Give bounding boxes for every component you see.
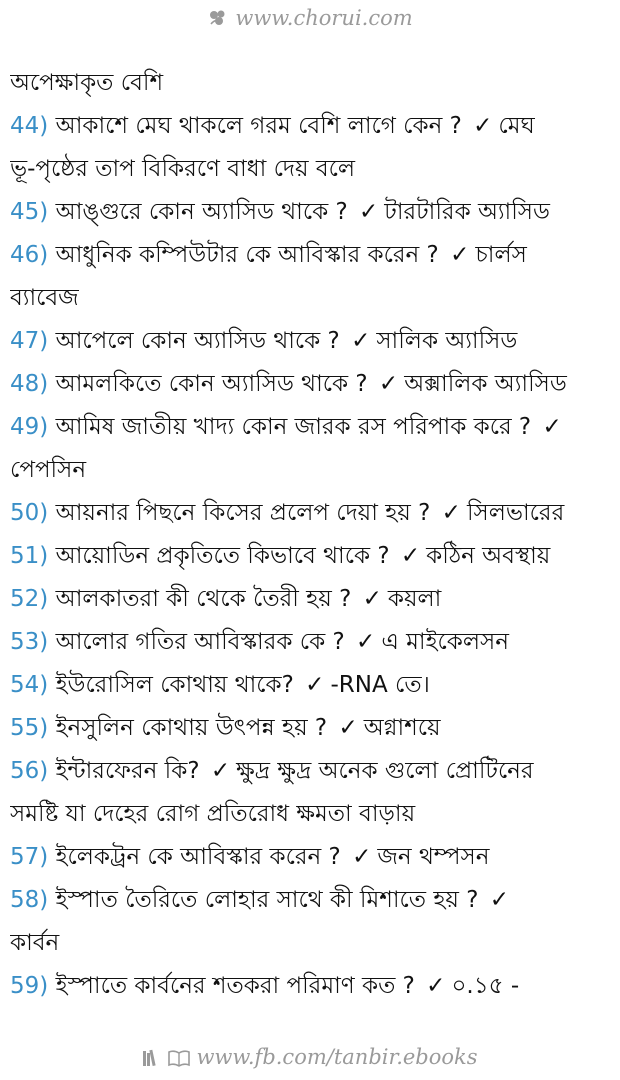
check-icon: ✓ [473,113,493,139]
answer-continuation: পেপসিন [10,457,87,483]
check-icon: ✓ [378,371,399,397]
answer-text: অক্সালিক অ্যাসিড [404,371,567,397]
question-line [10,320,614,363]
question-text: আলকাতরা কী থেকে তৈরী হয় ? [55,586,352,612]
header-site-text: www.chorui.com [235,6,413,30]
question-line [10,191,614,234]
check-icon: ✓ [210,758,231,784]
check-icon: ✓ [359,199,379,225]
check-icon: ✓ [362,586,382,612]
question-number: 56) [10,758,49,784]
check-icon: ✓ [542,414,562,440]
question-text: আমিষ জাতীয় খাদ্য কোন জারক রস পরিপাক করে ? [55,414,532,440]
question-text: আয়নার পিছনে কিসের প্রলেপ দেয়া হয় ? [55,500,431,526]
question-number: 51) [10,543,49,569]
check-icon: ✓ [356,629,376,655]
question-number: 58) [10,887,49,913]
question-text: ইনসুলিন কোথায় উৎপন্ন হয় ? [55,715,328,741]
answer-text: টারটারিক অ্যাসিড [384,199,550,225]
check-icon: ✓ [351,328,371,354]
question-text: আপেলে কোন অ্যাসিড থাকে ? [55,328,340,354]
question-line [10,363,614,406]
qa-content [10,62,614,1008]
answer-text: অগ্নাশয়ে [363,715,441,741]
question-number: 54) [10,672,49,698]
answer-text: এ মাইকেলসন [381,629,509,655]
answer-text: কঠিন অবস্থায় [426,543,551,569]
question-number: 55) [10,715,49,741]
answer-text: সালিক অ্যাসিড [376,328,518,354]
question-number: 44) [10,113,49,139]
question-line [10,621,614,664]
question-line [10,105,614,148]
answer-text: -RNA তে। [330,672,430,698]
check-icon: ✓ [489,887,510,913]
answer-text: ক্ষুদ্র ক্ষুদ্র অনেক গুলো প্রোটিনের [236,758,534,784]
question-number: 57) [10,844,49,870]
question-text: ইউরোসিল কোথায় থাকে? [55,672,294,698]
question-line [10,664,614,707]
question-line [10,750,614,793]
flower-icon [207,8,229,26]
question-number: 46) [10,242,49,268]
check-icon: ✓ [305,672,325,698]
question-number: 52) [10,586,49,612]
check-icon: ✓ [450,242,470,268]
check-icon: ✓ [338,715,358,741]
answer-continuation: ব্যাবেজ [10,285,79,311]
answer-text: সিলভারের [466,500,565,526]
question-line [10,535,614,578]
site-footer [0,1045,620,1072]
question-line [10,879,614,922]
question-text: ইন্টারফেরন কি? [55,758,200,784]
site-header [0,6,620,30]
question-text: ইস্পাতে কার্বনের শতকরা পরিমাণ কত ? [55,973,415,999]
question-number: 48) [10,371,49,397]
question-text: আলোর গতির আবিস্কারক কে ? [55,629,345,655]
answer-continuation: সমষ্টি যা দেহের রোগ প্রতিরোধ ক্ষমতা বাড়ায় [10,801,416,827]
question-text: ইলেকট্রন কে আবিস্কার করেন ? [55,844,341,870]
answer-text: ০.১৫ - [451,973,520,999]
question-line [10,578,614,621]
question-text: আয়োডিন প্রকৃতিতে কিভাবে থাকে ? [55,543,390,569]
question-text: ইস্পাত তৈরিতে লোহার সাথে কী মিশাতে হয় ? [55,887,479,913]
answer-text: চার্লস [475,242,527,268]
question-line [10,492,614,535]
question-line [10,234,614,277]
answer-text: মেঘ [498,113,535,139]
question-number: 50) [10,500,49,526]
answer-continuation: ভূ-পৃষ্ঠের তাপ বিকিরণে বাধা দেয় বলে [10,156,356,182]
question-line [10,965,614,1008]
check-icon: ✓ [426,973,446,999]
question-number: 59) [10,973,49,999]
question-text: আমলকিতে কোন অ্যাসিড থাকে ? [55,371,368,397]
question-line [10,836,614,879]
question-text: আকাশে মেঘ থাকলে গরম বেশি লাগে কেন ? [55,113,462,139]
question-text: আঙ্গুরে কোন অ্যাসিড থাকে ? [55,199,348,225]
check-icon: ✓ [352,844,372,870]
footer-site-text: www.fb.com/tanbir.ebooks [196,1045,478,1069]
section-heading: অপেক্ষাকৃত বেশি [10,70,164,96]
question-line [10,707,614,750]
answer-continuation: কার্বন [10,930,60,956]
question-number: 53) [10,629,49,655]
question-line [10,406,614,449]
question-number: 49) [10,414,49,440]
books-icon [142,1048,162,1072]
question-number: 45) [10,199,49,225]
question-text: আধুনিক কম্পিউটার কে আবিস্কার করেন ? [55,242,439,268]
check-icon: ✓ [441,500,461,526]
check-icon: ✓ [400,543,421,569]
answer-text: কয়লা [387,586,442,612]
open-book-icon [168,1048,190,1072]
answer-text: জন থম্পসন [377,844,490,870]
question-number: 47) [10,328,49,354]
